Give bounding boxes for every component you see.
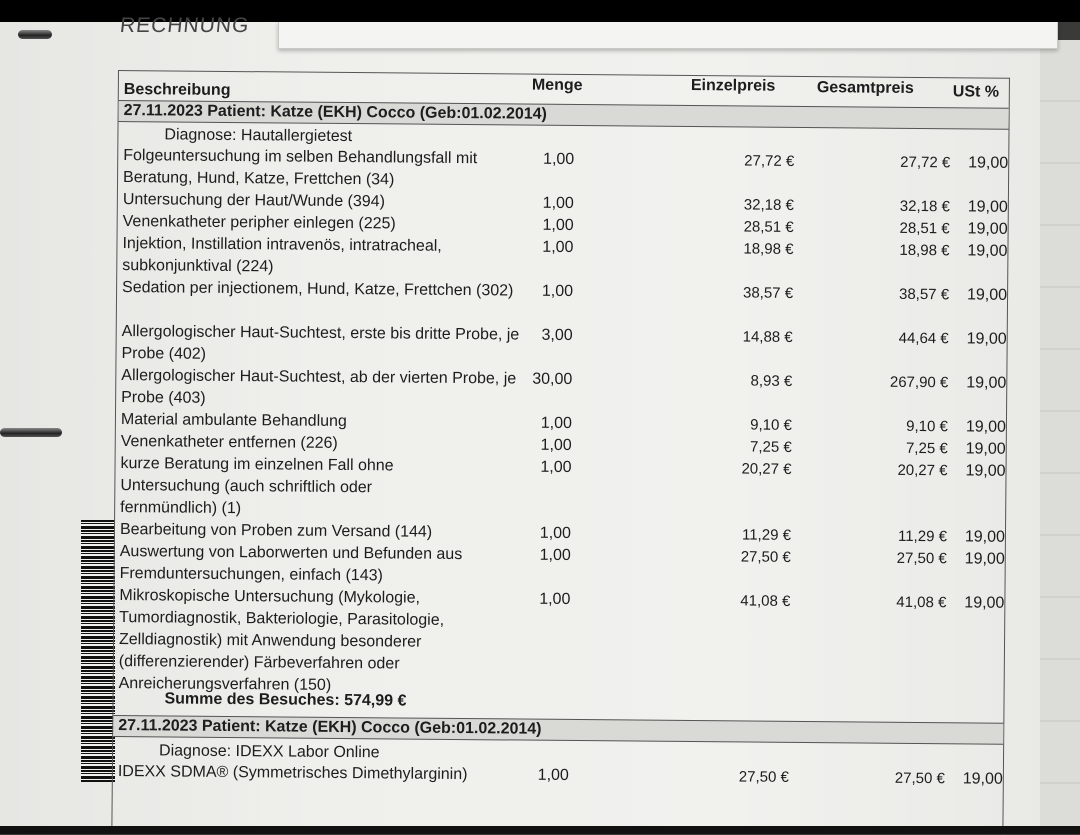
item-quantity: 1,00 (542, 216, 574, 234)
item-vat: 19,00 (967, 242, 1008, 260)
item-description: kurze Beratung im einzelnen Fall ohne Untersuchung (auch schriftlich oder fernmündlich) (1) (120, 455, 394, 518)
item-unit-price: 14,88 € (742, 328, 793, 346)
item-total-price: 38,57 € (898, 285, 950, 304)
col-unit-price: Einzelpreis (690, 77, 776, 95)
item-total-price: 41,08 € (896, 593, 947, 612)
table-row (116, 409, 1006, 436)
item-quantity: 1,00 (539, 590, 571, 608)
item-description: Folgeuntersuchung im selben Behandlungsfall mit Beratung, Hund, Katze, Frettchen (34) (122, 147, 478, 189)
item-unit-price: 9,10 € (750, 416, 792, 434)
item-unit-price: 11,29 € (741, 526, 792, 544)
item-quantity: 1,00 (540, 436, 572, 454)
item-vat: 19,00 (964, 550, 1005, 568)
item-unit-price: 7,25 € (749, 438, 792, 456)
invoice-table (111, 70, 1010, 835)
page-stack-edge (1040, 40, 1080, 830)
item-unit-price: 27,50 € (740, 548, 791, 566)
item-vat: 19,00 (965, 462, 1006, 480)
item-vat: 19,00 (966, 330, 1007, 348)
table-row (113, 761, 1003, 788)
binder-ring-top (18, 30, 52, 39)
table-row (117, 321, 1007, 363)
bottom-edge (0, 826, 1080, 834)
item-total-price: 32,18 € (899, 197, 950, 216)
overlapping-card (278, 22, 1058, 49)
item-total-price: 18,98 € (899, 241, 950, 260)
item-total-price: 9,10 € (906, 417, 948, 436)
table-row (118, 145, 1009, 189)
binder-ring-middle (0, 428, 62, 437)
item-unit-price: 32,18 € (743, 196, 794, 214)
barcode (81, 520, 115, 782)
item-unit-price: 27,50 € (738, 768, 789, 786)
item-quantity: 1,00 (539, 546, 571, 564)
item-quantity: 1,00 (539, 524, 572, 542)
item-unit-price: 28,51 € (743, 218, 794, 236)
item-vat: 19,00 (968, 154, 1009, 172)
item-unit-price: 41,08 € (740, 592, 791, 610)
item-description: Allergologischer Haut-Suchtest, ab der vierten Probe, je Probe (403) (121, 367, 517, 407)
item-vat: 19,00 (966, 374, 1007, 392)
item-quantity: 3,00 (541, 326, 573, 344)
document-title: RECHNUNG (118, 14, 251, 37)
item-description: Material ambulante Behandlung (120, 411, 347, 431)
item-vat: 19,00 (967, 198, 1008, 216)
item-description: Untersuchung der Haut/Wunde (394) (122, 191, 386, 211)
item-unit-price: 20,27 € (741, 460, 792, 478)
item-total-price: 267,90 € (889, 373, 949, 392)
item-total-price: 7,25 € (905, 439, 948, 458)
item-total-price: 11,29 € (897, 527, 948, 546)
item-description: Auswertung von Laborwerten und Befunden aus Fremduntersuchungen, einfach (143) (119, 543, 463, 585)
diagnosis: Diagnose: IDEXX Labor Online (158, 742, 380, 762)
item-vat: 19,00 (962, 770, 1003, 788)
item-vat: 19,00 (965, 418, 1006, 436)
item-unit-price: 27,72 € (744, 152, 795, 170)
col-total-price: Gesamtpreis (816, 79, 914, 97)
item-vat: 19,00 (966, 286, 1008, 304)
item-description: Bearbeitung von Proben zum Versand (144) (119, 521, 433, 541)
item-description: Sedation per injectionem, Hund, Katze, Frettchen (302) (122, 279, 514, 300)
item-unit-price: 8,93 € (750, 372, 793, 390)
visit-sum: Summe des Besuches: 574,99 € (164, 690, 407, 710)
section-header: 27.11.2023 Patient: Katze (EKH) Cocco (Geb:01.02.2014) (113, 715, 1003, 745)
item-vat: 19,00 (964, 528, 1006, 546)
item-description: IDEXX SDMA® (Symmetrisches Dimethylarginin) (117, 763, 468, 784)
item-description: Injektion, Instillation intravenös, intratracheal, subkonjunktival (224) (122, 235, 442, 276)
item-total-price: 27,50 € (894, 769, 945, 788)
table-row (118, 189, 1008, 216)
item-total-price: 44,64 € (898, 329, 949, 348)
item-unit-price: 18,98 € (743, 240, 794, 258)
item-quantity: 1,00 (540, 414, 573, 432)
item-quantity: 1,00 (543, 150, 575, 168)
item-quantity: 1,00 (542, 238, 574, 256)
table-row (115, 585, 1005, 694)
item-vat: 19,00 (964, 594, 1005, 612)
item-description: Venenkatheter peripher einlegen (225) (122, 213, 396, 233)
item-quantity: 30,00 (532, 370, 573, 388)
item-quantity: 1,00 (541, 282, 574, 300)
item-description: Allergologischer Haut-Suchtest, erste bis dritte Probe, je Probe (402) (121, 323, 520, 363)
item-total-price: 27,72 € (900, 153, 951, 172)
table-row (115, 519, 1006, 546)
item-vat: 19,00 (965, 440, 1006, 458)
table-row (116, 365, 1007, 407)
diagnosis: Diagnose: Hautallergietest (164, 126, 353, 146)
item-total-price: 27,50 € (896, 549, 947, 568)
col-description: Beschreibung (123, 81, 231, 99)
item-description: Venenkatheter entfernen (226) (120, 433, 338, 452)
col-quantity: Menge (531, 76, 583, 95)
item-vat: 19,00 (967, 220, 1008, 238)
item-description: Mikroskopische Untersuchung (Mykologie, Tumordiagnostik, Bakteriologie, Parasitologie, Zelldiagnostik) mit Anwendung besonderer (differenzierender) Färbeverfahren oder Anreicherungsverfahren (150) (118, 587, 445, 694)
item-quantity: 1,00 (537, 766, 569, 784)
item-quantity: 1,00 (542, 194, 574, 212)
item-total-price: 28,51 € (899, 219, 950, 238)
col-vat: USt % (952, 83, 1000, 101)
table-row (117, 277, 1008, 304)
item-quantity: 1,00 (540, 458, 572, 476)
item-unit-price: 38,57 € (742, 284, 794, 302)
item-total-price: 20,27 € (897, 461, 948, 480)
section-header: 27.11.2023 Patient: Katze (EKH) Cocco (Geb:01.02.2014) (119, 100, 1009, 130)
